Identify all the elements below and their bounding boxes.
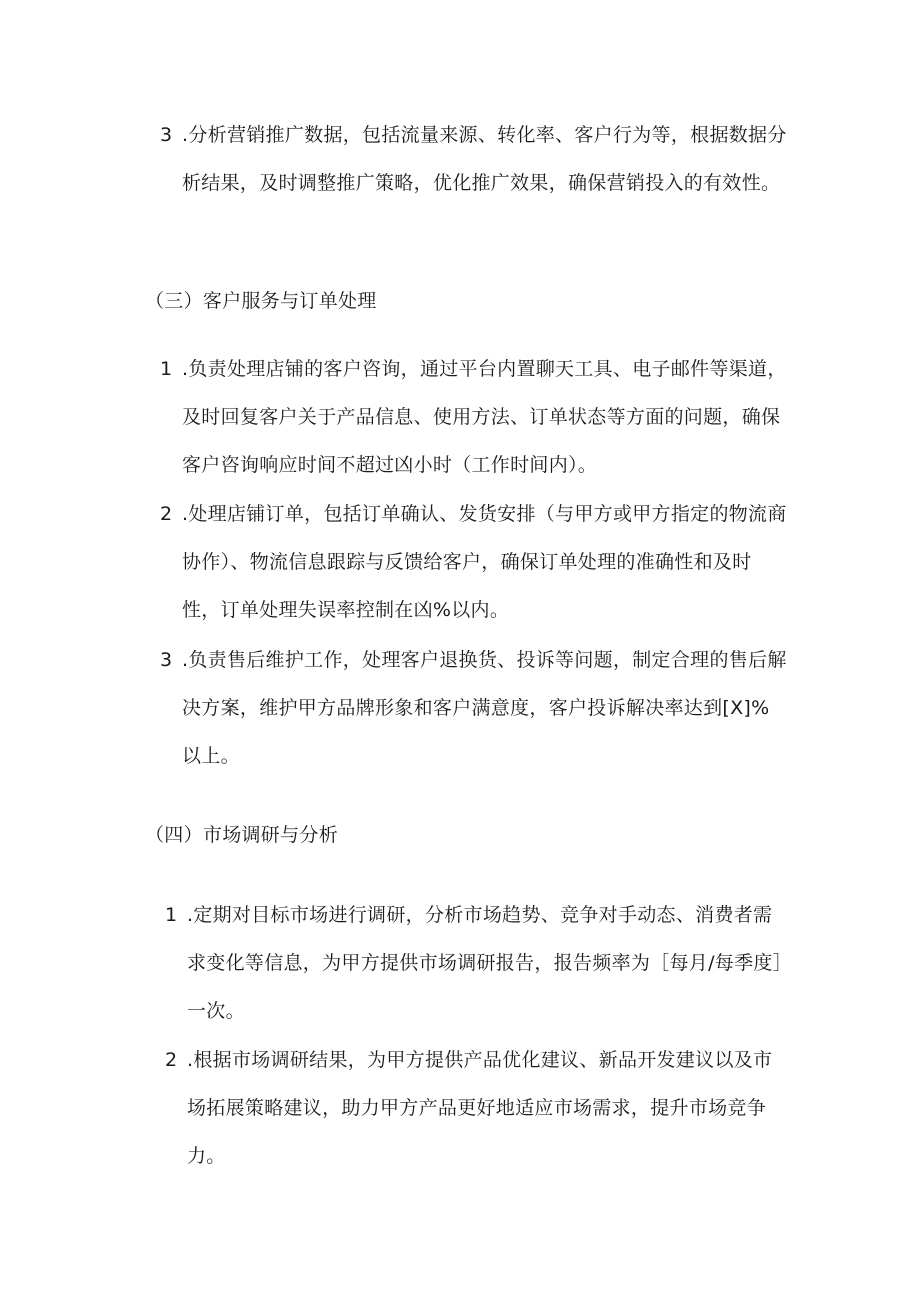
- item-text: .定期对目标市场进行调研，分析市场趋势、竞争对手动态、消费者需求变化等信息，为甲方提供市场调研报告，报告频率为［每月/每季度］一次。: [187, 904, 783, 1022]
- item-text: .分析营销推广数据，包括流量来源、转化率、客户行为等，根据数据分析结果，及时调整推广策略，优化推广效果，确保营销投入的有效性。: [182, 124, 787, 194]
- item-number: 2: [165, 1049, 178, 1071]
- section-heading: （四）市场调研与分析: [145, 824, 339, 846]
- item-number: 3: [160, 124, 173, 146]
- item-text: .处理店铺订单，包括订单确认、发货安排（与甲方或甲方指定的物流商协作）、物流信息跟踪与反馈给客户，确保订单处理的准确性和及时性，订单处理失误率控制在凶%以内。: [182, 503, 787, 621]
- item-number: 1: [165, 904, 178, 926]
- item-text: .负责售后维护工作，处理客户退换货、投诉等问题，制定合理的售后解决方案，维护甲方品牌形象和客户满意度，客户投诉解决率达到[X]%以上。: [182, 649, 787, 767]
- item-number: 3: [160, 649, 173, 671]
- item-number: 1: [160, 358, 173, 380]
- item-text: .负责处理店铺的客户咨询，通过平台内置聊天工具、电子邮件等渠道，及时回复客户关于产品信息、使用方法、订单状态等方面的问题，确保客户咨询响应时间不超过凶小时（工作时间内）。: [182, 358, 787, 476]
- item-text: .根据市场调研结果，为甲方提供产品优化建议、新品开发建议以及市场拓展策略建议，助力甲方产品更好地适应市场需求，提升市场竞争力。: [187, 1049, 773, 1167]
- section-heading: （三）客户服务与订单处理: [145, 290, 377, 312]
- item-number: 2: [160, 503, 173, 525]
